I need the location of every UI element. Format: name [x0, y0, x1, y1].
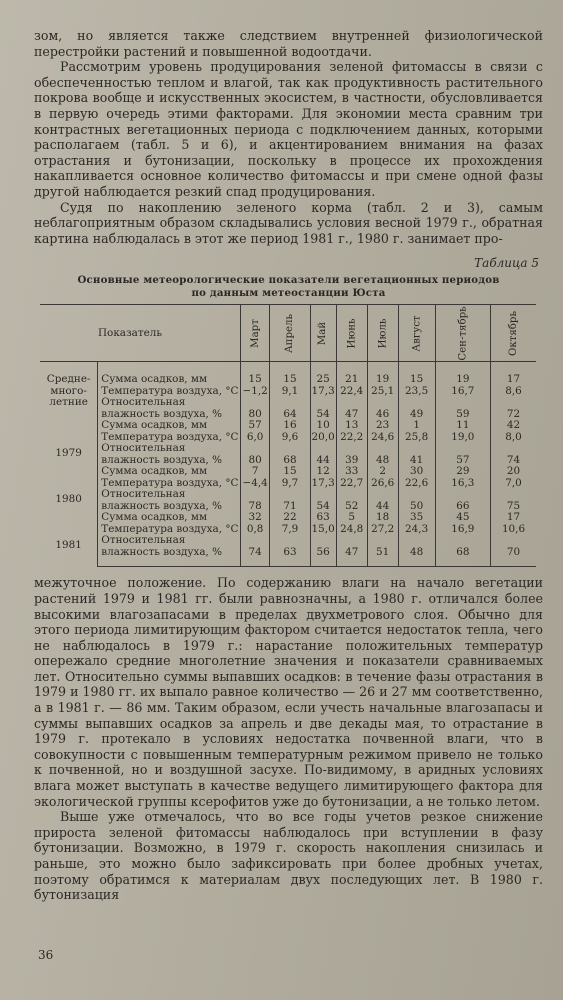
table-cell: 39 [336, 443, 367, 466]
table-cell: 74 [240, 535, 270, 567]
table-cell: 50 [398, 489, 435, 512]
table-cell: 44 [310, 443, 336, 466]
table-caption: Таблица 5 [474, 256, 539, 271]
header-indicator: Показатель [40, 305, 240, 362]
table-cell: 70 [491, 535, 536, 567]
table-cell: 51 [367, 535, 398, 567]
table-cell: 7 [240, 466, 270, 478]
table-cell: 15,0 [311, 522, 335, 535]
table-cell: 25,1 [367, 386, 398, 398]
table-cell: 9,1 [270, 386, 310, 398]
group-label: 1981 [55, 539, 82, 552]
table-cell: 9,6 [270, 432, 310, 444]
table-cell: 16,9 [435, 524, 490, 536]
table-cell: 26,6 [367, 478, 398, 490]
table-cell: 9,7 [270, 478, 310, 490]
table-cell: 17,3 [311, 476, 335, 489]
table-cell: 16,3 [435, 478, 490, 490]
month-label: Июль [377, 318, 389, 349]
month-header [240, 305, 270, 362]
table-row [40, 397, 536, 420]
table-cell: 57 [435, 443, 490, 466]
table-cell: 35 [398, 512, 435, 524]
month-label: Август [411, 315, 423, 352]
table-cell: 44 [367, 489, 398, 512]
table-cell: 25 [310, 362, 336, 386]
table-cell: 47 [336, 535, 367, 567]
table-cell: 29 [435, 466, 490, 478]
paragraph: Судя по накоплению зеленого корма (табл. 2 и 3), самым неблагоприятным образом складывались условия весной 1979 г., обратная картина наблюдалась в этот же период 1981 г., 1980 г. занимает про- [34, 199, 543, 246]
table-cell: 42 [491, 420, 536, 432]
table-cell: 13 [336, 420, 367, 432]
table-cell: 68 [270, 443, 310, 466]
table-cell: 6,0 [240, 432, 270, 444]
table-cell: 24,3 [398, 524, 435, 536]
paragraph: Рассмотрим уровень продуцирования зеленой фитомассы в связи с обеспеченностью теплом и влагой, так как продуктивность растительного покрова вообще и искусственных экосистем, в частности, обусловливается в первую очередь этими факторами. Для экономии места сравним три контрастных вегетационных периода с подключением данных, которыми располагаем (табл. 5 и 6), и акцентированием внимания на фазах отрастания и бутонизации, поскольку в процессе их прохождения накапливается основное количество фитомассы и при смене одной фазы другой наблюдается резкий спад продуцирования. [34, 59, 543, 199]
indicator-name: Относительная влажность воздуха, % [98, 489, 241, 512]
table-cell: 41 [398, 443, 435, 466]
table-cell: 75 [491, 489, 536, 512]
month-label: Октябрь [508, 311, 520, 357]
table-cell: 48 [367, 443, 398, 466]
table-cell: 17 [491, 512, 536, 524]
indicator-name: Сумма осадков, мм [98, 512, 241, 524]
table-cell: 10,6 [491, 524, 536, 536]
indicator-name: Относительная влажность воздуха, % [98, 443, 241, 466]
month-label: Март [249, 319, 261, 349]
table-cell: 17 [491, 362, 536, 386]
month-header [336, 305, 367, 362]
indicator-name: Температура воздуха, °С [98, 478, 241, 490]
table-cell: 7,9 [270, 524, 310, 536]
month-header [491, 305, 536, 362]
table-cell: 32 [240, 512, 270, 524]
table-cell: 23,5 [398, 386, 435, 398]
table-cell: 52 [336, 489, 367, 512]
table-cell: 0,8 [240, 524, 270, 536]
table-cell: 25,8 [398, 432, 435, 444]
paragraph: зом, но является также следствием внутренней физиологической перестройки растений и повышенной водоотдачи. [34, 28, 543, 59]
table-cell: 24,6 [367, 432, 398, 444]
indicator-name: Сумма осадков, мм [98, 362, 241, 386]
month-header [435, 305, 490, 362]
table-cell: 15 [398, 362, 435, 386]
table-cell: 54 [310, 489, 336, 512]
table-cell: 46 [367, 397, 398, 420]
month-label: Июнь [346, 318, 358, 349]
month-header [367, 305, 398, 362]
table-row [40, 489, 536, 512]
table-row [40, 535, 536, 567]
group-label: 1980 [55, 493, 82, 506]
indicator-name: Относительная влажность воздуха, % [98, 535, 241, 567]
table-title: Основные метеорологические показатели вегетационных периодов по данным метеостанции Юста [77, 274, 500, 300]
table-cell: 78 [240, 489, 270, 512]
indicator-name: Сумма осадков, мм [98, 420, 241, 432]
table-cell: 8,0 [491, 432, 536, 444]
month-header [398, 305, 435, 362]
table-cell: 20,0 [311, 430, 335, 443]
table-row [40, 362, 536, 386]
table-cell: 22,2 [336, 432, 367, 444]
paragraph: межуточное положение. По содержанию влаги на начало вегетации растений 1979 и 1981 гг. были равнозначны, а 1980 г. отличался более высокими влагозапасами в пределах двухметрового слоя. Обычно для этого периода лимитирующим фактором считается недостаток тепла, чего не наблюдалось в 1979 г.: нарастание положительных температур опережало средние многолетние значения и показатели сравниваемых лет. Относительно суммы выпавших осадков: в течение фазы отрастания в 1979 и 1980 гг. их выпало равное количество — 26 и 27 мм соответственно, а в 1981 г. — 86 мм. Таким образом, если учесть начальные влагозапасы и суммы выпавших осадков за апрель и две декады мая, то отрастание в 1979 г. протекало в условиях недостатка почвенной влаги, что в совокупности с повышенным температурным режимом привело не только к почвенной, но и воздушной засухе. По-видимому, в аридных условиях влага может выступать в качестве ведущего лимитирующего фактора для экологической группы ксерофитов уже до бутонизации, а не только летом. [34, 575, 543, 809]
table-cell: 54 [310, 397, 336, 420]
month-label: Сен-тябрь [457, 306, 469, 361]
table-cell: 57 [240, 420, 270, 432]
table-cell: −1,2 [240, 386, 270, 398]
month-header [270, 305, 310, 362]
table-cell: 7,0 [491, 478, 536, 490]
table-cell: 71 [270, 489, 310, 512]
table-cell: 80 [240, 397, 270, 420]
table-cell: 49 [398, 397, 435, 420]
table-cell: 48 [398, 535, 435, 567]
table-row [40, 443, 536, 466]
table-cell: 15 [270, 466, 310, 478]
table-cell: 5 [336, 512, 367, 524]
table-cell: 74 [491, 443, 536, 466]
table-cell: 11 [435, 420, 490, 432]
table-cell: 22 [270, 512, 310, 524]
table-cell: 63 [270, 535, 310, 567]
table-cell: 10 [310, 420, 336, 432]
table-cell: 16 [270, 420, 310, 432]
table-cell: 22,7 [336, 478, 367, 490]
month-label: Апрель [284, 314, 296, 354]
table-cell: 19 [435, 362, 490, 386]
table-cell: 33 [336, 466, 367, 478]
table-cell: 16,7 [435, 386, 490, 398]
table-cell: 59 [435, 397, 490, 420]
table-cell: 15 [240, 362, 270, 386]
table-cell: 56 [310, 535, 336, 567]
table-cell: 18 [367, 512, 398, 524]
month-header [310, 305, 336, 362]
indicator-name: Температура воздуха, °С [98, 432, 241, 444]
table-cell: 30 [398, 466, 435, 478]
table-cell: 68 [435, 535, 490, 567]
table-cell: 12 [310, 466, 336, 478]
table-cell: 17,3 [311, 384, 335, 397]
table-cell: 21 [336, 362, 367, 386]
table-cell: 80 [240, 443, 270, 466]
table-cell: 19 [367, 362, 398, 386]
table-cell: 27,2 [367, 524, 398, 536]
page-number: 36 [38, 948, 54, 962]
table-cell: 22,6 [398, 478, 435, 490]
table-cell: 45 [435, 512, 490, 524]
indicator-name: Относительная влажность воздуха, % [98, 397, 241, 420]
month-label: Май [317, 322, 329, 346]
table-cell: 22,4 [336, 386, 367, 398]
table-cell: 20 [491, 466, 536, 478]
table-cell: 19,0 [435, 432, 490, 444]
table-cell: 66 [435, 489, 490, 512]
paragraph: Выше уже отмечалось, что во все годы учетов резкое снижение прироста зеленой фитомассы наблюдалось при вступлении в фазу бутонизации. Возможно, в 1979 г. скорость накопления снизилась и раньше, это можно было зафиксировать при более дробных учетах, поэтому обратимся к материалам двух последующих лет. В 1980 г. бутонизация [34, 809, 543, 903]
table-cell: −4,4 [240, 478, 270, 490]
table-cell: 15 [270, 362, 310, 386]
table-cell: 8,6 [491, 386, 536, 398]
meteo-table [40, 304, 536, 567]
group-label: 1979 [55, 447, 82, 460]
table-cell: 63 [310, 512, 336, 524]
group-label: Средне- много- летние [46, 373, 91, 409]
table-cell: 1 [398, 420, 435, 432]
table-cell: 64 [270, 397, 310, 420]
indicator-name: Температура воздуха, °С [98, 524, 241, 536]
table-cell: 23 [367, 420, 398, 432]
table-cell: 24,8 [336, 524, 367, 536]
indicator-name: Температура воздуха, °С [98, 386, 241, 398]
table-cell: 47 [336, 397, 367, 420]
table-cell: 72 [491, 397, 536, 420]
indicator-name: Сумма осадков, мм [98, 466, 241, 478]
table-cell: 2 [367, 466, 398, 478]
